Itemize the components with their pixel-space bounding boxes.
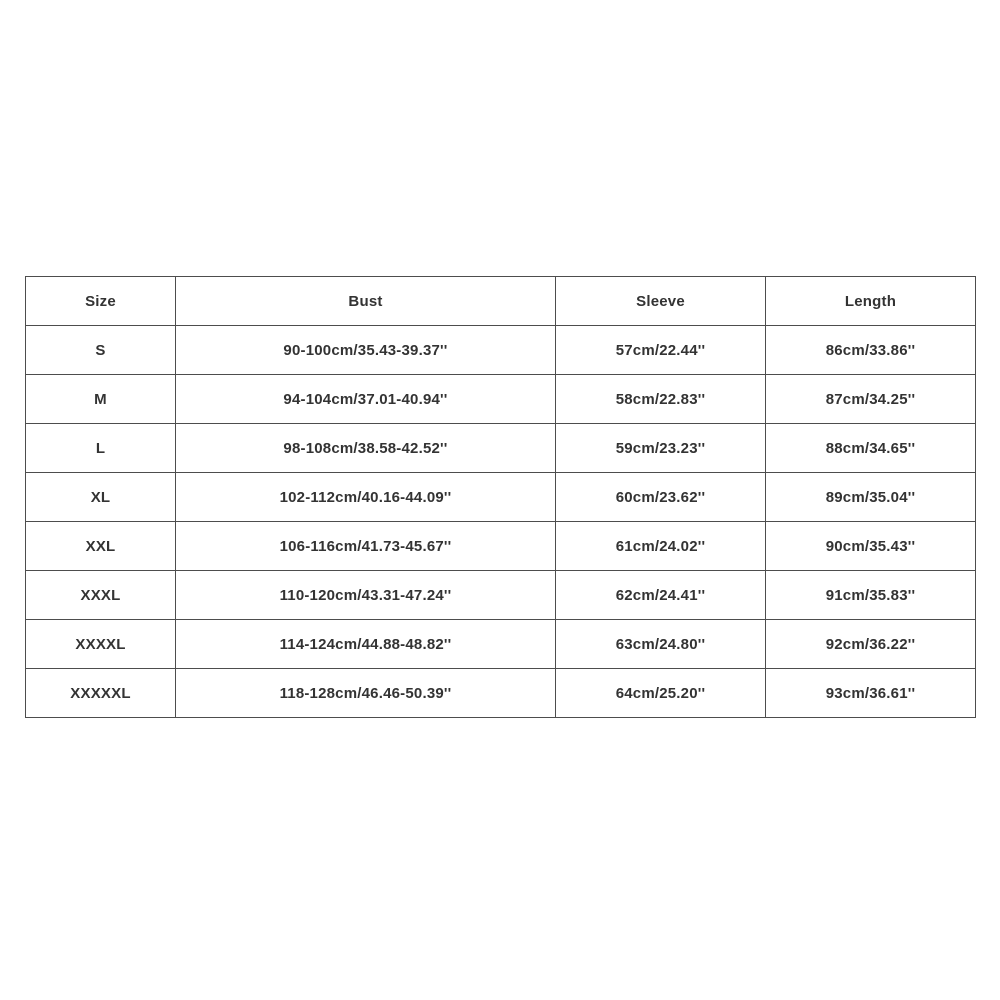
cell-length: 91cm/35.83'': [766, 571, 976, 620]
cell-bust: 90-100cm/35.43-39.37'': [176, 326, 556, 375]
cell-bust: 94-104cm/37.01-40.94'': [176, 375, 556, 424]
cell-size: M: [26, 375, 176, 424]
cell-sleeve: 57cm/22.44'': [556, 326, 766, 375]
cell-bust: 118-128cm/46.46-50.39'': [176, 669, 556, 718]
column-header-length: Length: [766, 277, 976, 326]
cell-length: 92cm/36.22'': [766, 620, 976, 669]
cell-size: S: [26, 326, 176, 375]
cell-sleeve: 64cm/25.20'': [556, 669, 766, 718]
cell-size: XXL: [26, 522, 176, 571]
cell-size: XXXL: [26, 571, 176, 620]
cell-bust: 98-108cm/38.58-42.52'': [176, 424, 556, 473]
cell-bust: 110-120cm/43.31-47.24'': [176, 571, 556, 620]
cell-length: 93cm/36.61'': [766, 669, 976, 718]
column-header-sleeve: Sleeve: [556, 277, 766, 326]
table-row: [26, 522, 976, 571]
cell-bust: 106-116cm/41.73-45.67'': [176, 522, 556, 571]
cell-length: 86cm/33.86'': [766, 326, 976, 375]
cell-bust: 102-112cm/40.16-44.09'': [176, 473, 556, 522]
cell-length: 89cm/35.04'': [766, 473, 976, 522]
cell-sleeve: 61cm/24.02'': [556, 522, 766, 571]
cell-size: XL: [26, 473, 176, 522]
column-header-size: Size: [26, 277, 176, 326]
header-row: [26, 277, 976, 326]
table-row: [26, 669, 976, 718]
cell-size: XXXXL: [26, 620, 176, 669]
cell-length: 87cm/34.25'': [766, 375, 976, 424]
table-row: [26, 571, 976, 620]
table-row: [26, 375, 976, 424]
cell-sleeve: 60cm/23.62'': [556, 473, 766, 522]
table-row: [26, 620, 976, 669]
table-row: [26, 326, 976, 375]
size-chart-table: [25, 276, 976, 718]
column-header-bust: Bust: [176, 277, 556, 326]
cell-sleeve: 59cm/23.23'': [556, 424, 766, 473]
cell-length: 88cm/34.65'': [766, 424, 976, 473]
table-row: [26, 424, 976, 473]
cell-sleeve: 62cm/24.41'': [556, 571, 766, 620]
cell-bust: 114-124cm/44.88-48.82'': [176, 620, 556, 669]
cell-length: 90cm/35.43'': [766, 522, 976, 571]
table-row: [26, 473, 976, 522]
cell-size: L: [26, 424, 176, 473]
cell-sleeve: 63cm/24.80'': [556, 620, 766, 669]
cell-size: XXXXXL: [26, 669, 176, 718]
cell-sleeve: 58cm/22.83'': [556, 375, 766, 424]
